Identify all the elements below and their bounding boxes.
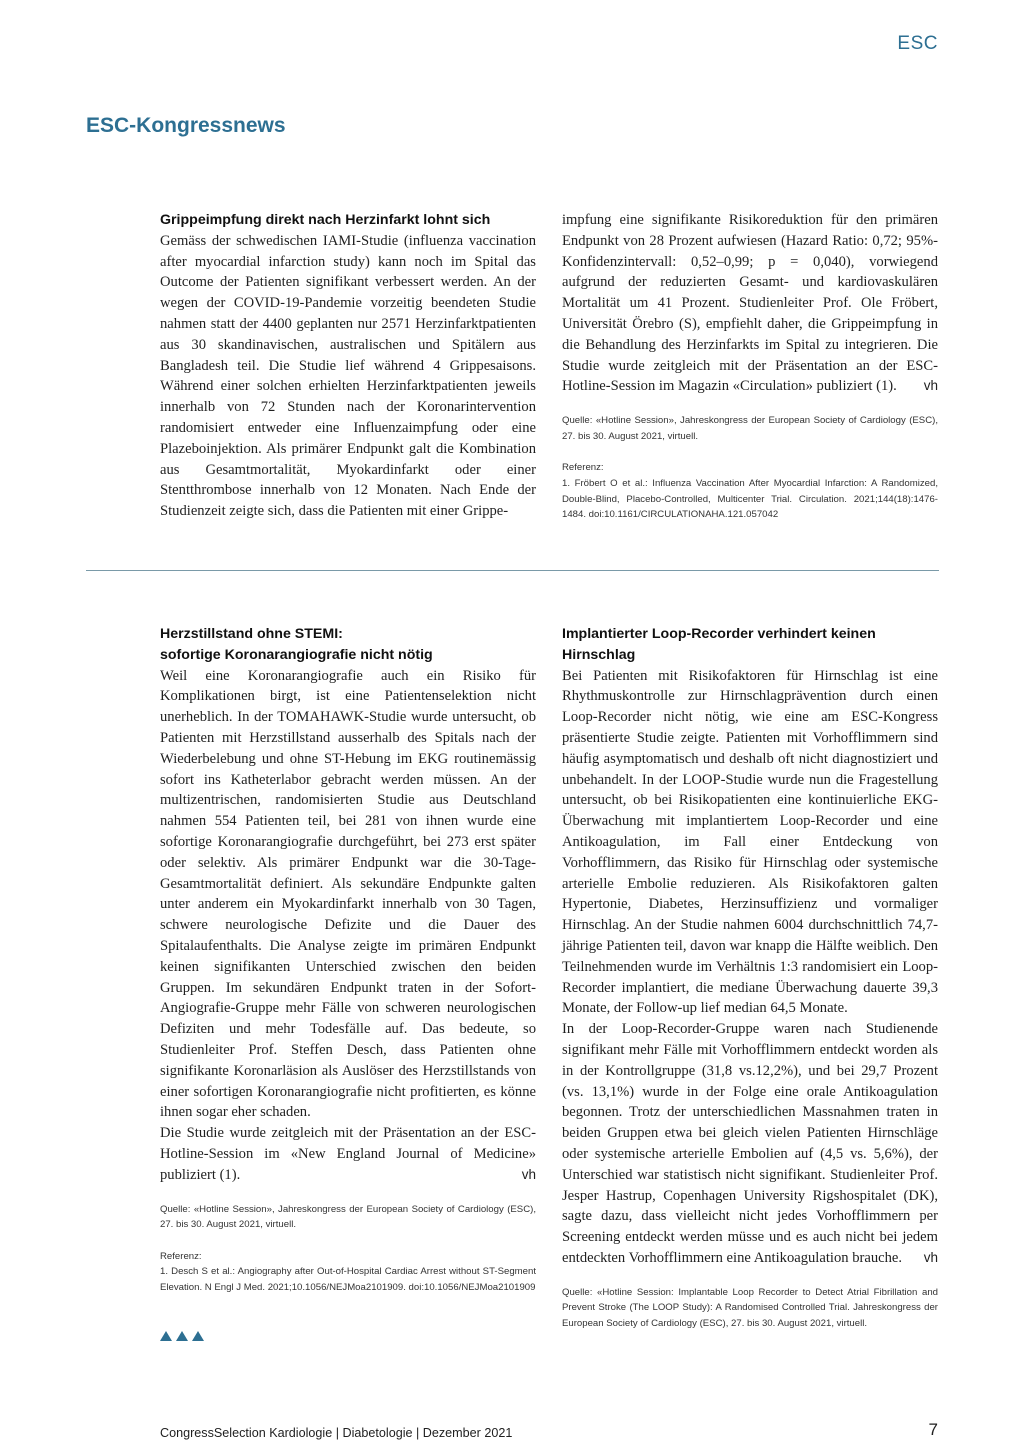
page-number: 7 — [928, 1420, 938, 1439]
article-body-paragraph — [160, 1123, 536, 1185]
body-text: impfung eine signifikante Risikoreduktion für den primären Endpunkt von 28 Prozent aufwiesen (Hazard Ratio: 0,72; 95%-Konfidenzintervall: 0,52–0,99; p = 0,040), vorwiegend aufgrund der reduzierten Gesamt- und kardiovaskulären Mortalität um 41 Prozent. Studienleiter Prof. Ole Fröbert, Universität Örebro (S), empfiehlt daher, die Grippeimpfung in die Behandlung des Herzinfarkts im Spital zu integrieren. Die Studie wurde zeitgleich mit der Präsentation an der ESC-Hotline-Session im Magazin «Circulation» publiziert (1). — [562, 212, 938, 395]
body-text: Die Studie wurde zeitgleich mit der Präsentation an der ESC-Hotline-Session im «New England Journal of Medicine» publiziert (1). — [160, 1125, 536, 1183]
author-signature: vh — [521, 1166, 536, 1182]
reference-entry: 1. Fröbert O et al.: Influenza Vaccination After Myocardial Infarction: A Randomized, Double-Blind, Placebo-Controlled, Multicenter Trial. Circulation. 2021;144(18):1476-1484. doi:10.1161/CIRCULATIONAHA.121.057042 — [562, 477, 938, 521]
header-tag: ESC — [897, 33, 938, 54]
article-flu-vaccine-right — [562, 210, 938, 523]
body-text: In der Loop-Recorder-Gruppe waren nach Studienende signifikant mehr Fälle mit Vorhofflimmern entdeckt worden als in der Kontrollgruppe (31,8 vs.12,2%), und bei 29,7 Prozent (vs. 13,1%) wurde in der Folge eine orale Antikoagulation begonnen. Trotz der unterschiedlichen Massnahmen traten in beiden Gruppen etwa bei gleich vielen Patienten Hirnschläge oder systemische arterielle Embolien auf (4,5 vs. 5,6%), der Unterschied war statistisch nicht signifikant. Studienleiter Prof. Jesper Hastrup, Copenhagen University Rigshospitalet (DK), sagte dazu, dass vielleicht nicht jedes Vorhofflimmern per Screening entdeckt werden müsse und es auch nicht bei jedem entdeckten Vorhofflimmern eine Antikoagulation brauche. — [562, 1021, 938, 1266]
triangle-up-icon — [176, 1331, 188, 1341]
source-note: Quelle: «Hotline Session: Implantable Loop Recorder to Detect Atrial Fibrillation and Prevent Stroke (The LOOP Study): A Randomised Controlled Trial. Jahreskongress der European Society of Cardiology (ESC), 27. bis 30. August 2021, virtuell. — [562, 1286, 938, 1329]
article-heading: Grippeimpfung direkt nach Herzinfarkt lohnt sich — [160, 212, 491, 228]
source-note: Quelle: «Hotline Session», Jahreskongress der European Society of Cardiology (ESC), 27. bis 30. August 2021, virtuell. — [562, 415, 938, 442]
article-cardiac-arrest — [160, 624, 536, 1295]
page-title: ESC-Kongressnews — [86, 114, 286, 137]
article-loop-recorder — [562, 624, 938, 1331]
reference-heading: Referenz: — [160, 1250, 202, 1262]
article-body-continued — [562, 210, 938, 397]
triangle-up-icon — [160, 1331, 172, 1341]
article-body: Weil eine Koronarangiografie auch ein Risiko für Komplikationen birgt, ist eine Patientenselektion nicht unerheblich. In der TOMAHAWK-Studie wurde untersucht, ob Patienten mit Herzstillstand ausserhalb des Spitals nach der Wiederbelebung und ohne ST-Hebung im EKG routinemässig sofort ins Katheterlabor gebracht werden müssen. An der multizentrischen, randomisierten Studie aus Deutschland nahmen 554 Patienten teil, bei 281 von ihnen wurde eine sofortige Koronarangiografie durchgeführt, bei 273 erst später oder selektiv. Als primärer Endpunkt war die 30-Tage-Gesamtmortalität definiert. Als sekundäre Endpunkte galten unter anderem ein Myokardinfarkt innerhalb von 30 Tagen, schwere neurologische Defizite und die Dauer des Spitalaufenthalts. Die Analyse zeigte im primären Endpunkt keinen signifikanten Unterschied zwischen den beiden Gruppen. Im sekundären Endpunkt traten in der Sofort-Angiografie-Gruppe mehr Fälle von schweren neurologischen Defiziten und mehr Todesfälle auf. Das bedeute, so Studienleiter Prof. Steffen Desch, dass Patienten ohne signifikante Koronarläsion als Auslöser des Herzstillstands von einer sofortigen Koronarangiografie nicht profitierten, es könne ihnen sogar eher schaden. — [160, 667, 536, 1121]
article-body: Gemäss der schwedischen IAMI-Studie (influenza vaccination after myocardial infarction study) kann noch im Spital das Outcome der Patienten signifikant verbessert werden. An der wegen der COVID-19-Pandemie vorzeitig beendeten Studie nahmen statt der 4400 geplanten nur 2571 Herzinfarktpatienten aus 30 skandinavischen, australischen und Spitälern aus Bangladesh teil. Die Studie lief während 4 Grippesaisons. Während einer solchen erhielten Herzinfarktpatienten jeweils innerhalb von 72 Stunden nach der Koronarintervention randomisiert entweder eine Influenzaimpfung oder eine Plazeboinjektion. Als primärer Endpunkt galt die Kombination aus Gesamtmortalität, Myokardinfarkt oder einer Stentthrombose innerhalb von 12 Monaten. Nach Ende der Studienzeit zeigte sich, dass die Patienten mit einer Grippe- — [160, 232, 536, 520]
reference-heading: Referenz: — [562, 462, 604, 474]
article-heading: Implantierter Loop-Recorder verhindert keinen Hirnschlag — [562, 626, 876, 663]
footer-publication: CongressSelection Kardiologie | Diabetologie | Dezember 2021 — [160, 1426, 513, 1440]
article-flu-vaccine-left — [160, 210, 536, 522]
article-heading-line2: sofortige Koronarangiografie nicht nötig — [160, 646, 433, 663]
triangle-up-icon — [192, 1331, 204, 1341]
section-divider — [86, 570, 939, 571]
author-signature: vh — [923, 378, 938, 394]
article-heading-line1: Herzstillstand ohne STEMI: — [160, 626, 343, 642]
source-note: Quelle: «Hotline Session», Jahreskongress der European Society of Cardiology (ESC), 27. bis 30. August 2021, virtuell. — [160, 1203, 536, 1231]
article-body: Bei Patienten mit Risikofaktoren für Hirnschlag ist eine Rhythmuskontrolle zur Hirnschlagprävention durch einen Loop-Recorder nicht nötig, wie eine am ESC-Kongress präsentierte Studie zeigte. Patienten mit Vorhofflimmern sind häufig asymptomatisch und deshalb oft nicht diagnostiziert und unbehandelt. In der LOOP-Studie wurde nun die Fragestellung untersucht, ob bei Risikopatienten eine kontinuierliche EKG-Überwachung mit implantiertem Loop-Recorder und eine Antikoagulation, im Fall einer Entdeckung von Vorhofflimmern, das Risiko für Hirnschlag oder systemische arterielle Embolie reduzieren. Als Risikofaktoren galten Hypertonie, Diabetes, Herzinsuffizienz und vormaliger Hirnschlag. An der Studie nahmen 6004 durchschnittlich 74,7-jährige Patienten teil, davon war knapp die Hälfte weiblich. Den Teilnehmenden wurde im Verhältnis 1:3 randomisiert ein Loop-Recorder implantiert, die mediane Überwachung dauerte 39,3 Monate, der Follow-up lief median 64,5 Monate. — [562, 667, 938, 1017]
article-body-paragraph — [562, 1019, 938, 1269]
triangle-up-icon — [160, 1331, 204, 1343]
reference-entry: 1. Desch S et al.: Angiography after Out-of-Hospital Cardiac Arrest without ST-Segment Elevation. N Engl J Med. 2021;10.1056/NEJMoa2101909. doi:10.1056/NEJMoa2101909 — [160, 1266, 536, 1293]
author-signature: vh — [923, 1249, 938, 1265]
